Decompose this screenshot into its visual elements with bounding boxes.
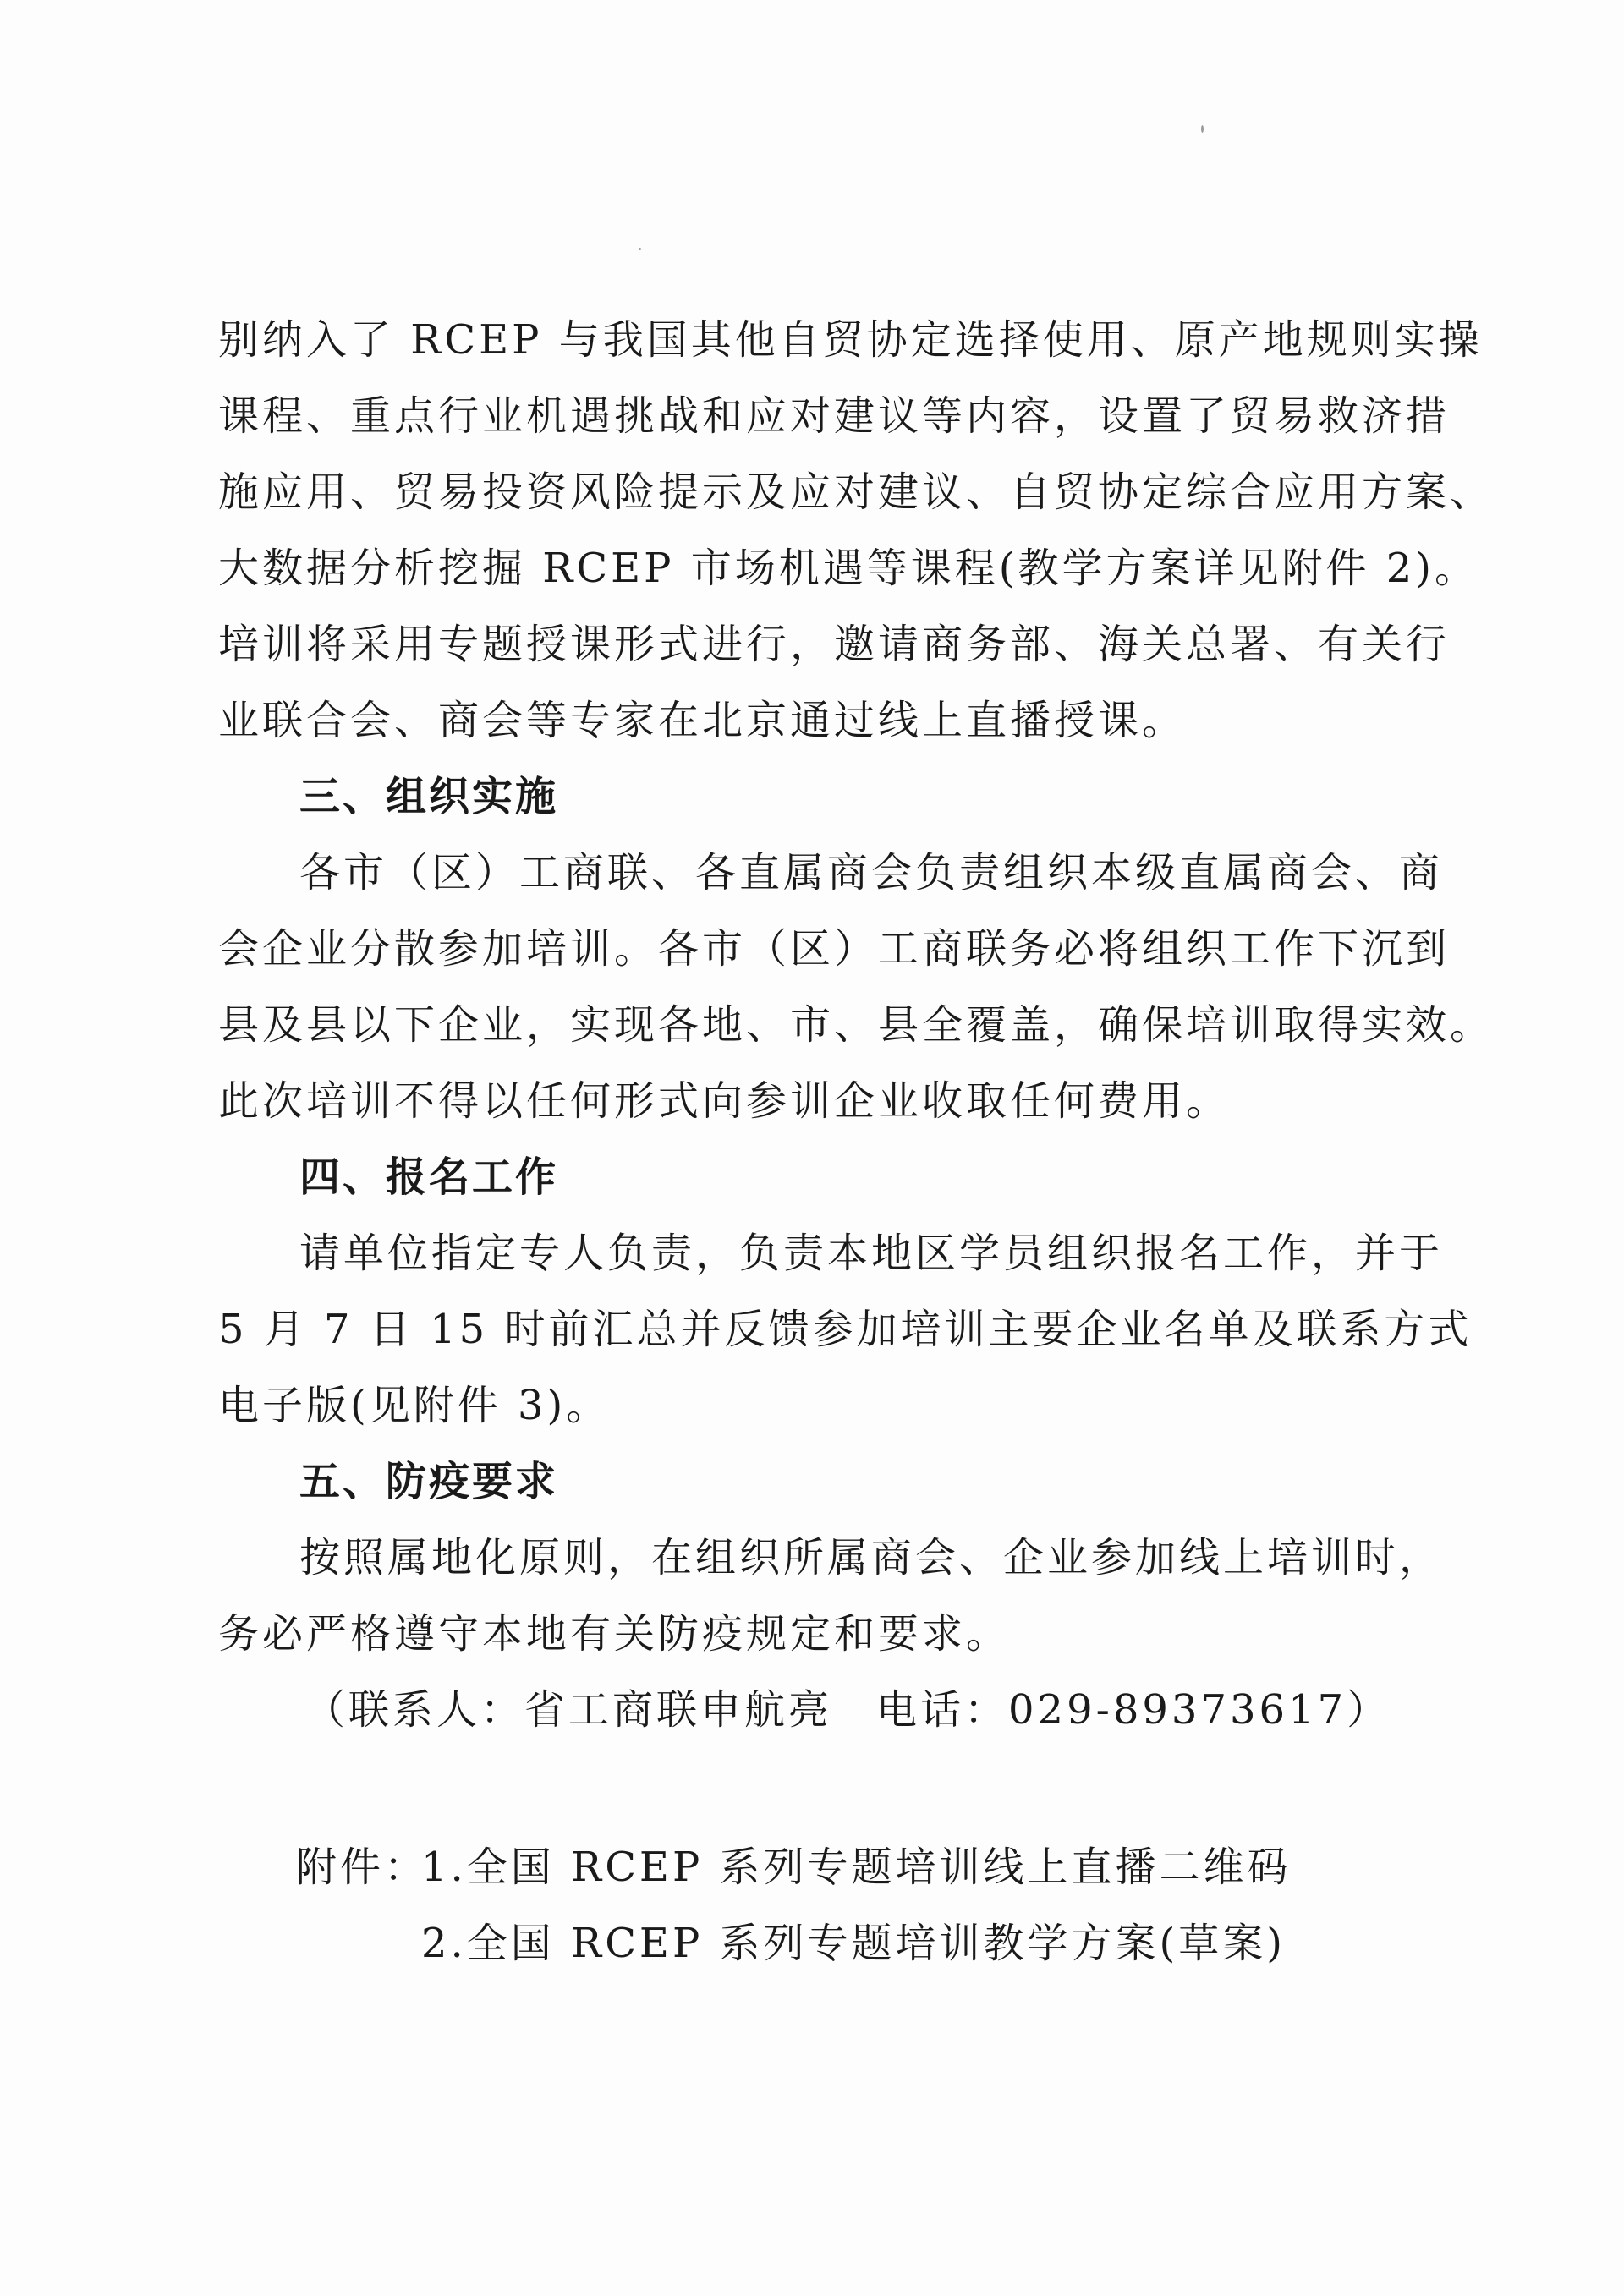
body-line: 此次培训不得以任何形式向参训企业收取任何费用。 — [218, 1077, 1231, 1125]
body-line: 业联合会、商会等专家在北京通过线上直播授课。 — [218, 697, 1187, 744]
section-heading: 三、组织实施 — [299, 773, 559, 820]
body-line: 大数据分析挖掘 RCEP 市场机遇等课程(教学方案详见附件 2)。 — [218, 545, 1479, 592]
body-line: 各市（区）工商联、各直属商会负责组织本级直属商会、商 — [299, 849, 1444, 896]
body-line: 请单位指定专人负责，负责本地区学员组织报名工作，并于 — [299, 1230, 1444, 1277]
body-line: 施应用、贸易投资风险提示及应对建议、自贸协定综合应用方案、 — [218, 469, 1495, 516]
attachment-item: 1.全国 RCEP 系列专题培训线上直播二维码 — [421, 1844, 1292, 1891]
body-line: 5 月 7 日 15 时前汇总并反馈参加培训主要企业名单及联系方式 — [218, 1306, 1473, 1353]
section-heading: 五、防疫要求 — [299, 1458, 559, 1505]
body-line: 课程、重点行业机遇挑战和应对建议等内容，设置了贸易救济措 — [218, 392, 1451, 440]
scan-speck — [1201, 125, 1204, 133]
attachments-label: 附件： — [296, 1844, 429, 1891]
scan-speck — [639, 248, 641, 250]
body-line: 按照属地化原则，在组织所属商会、企业参加线上培训时， — [299, 1534, 1444, 1581]
body-line: 电子版(见附件 3)。 — [218, 1382, 611, 1429]
section-heading: 四、报名工作 — [299, 1153, 559, 1201]
body-line: 务必严格遵守本地有关防疫规定和要求。 — [218, 1610, 1011, 1658]
body-line: 别纳入了 RCEP 与我国其他自贸协定选择使用、原产地规则实操 — [218, 316, 1483, 364]
body-line: 会企业分散参加培训。各市（区）工商联务必将组织工作下沉到 — [218, 925, 1451, 973]
body-line: 县及县以下企业，实现各地、市、县全覆盖，确保培训取得实效。 — [218, 1001, 1495, 1049]
body-line: 培训将采用专题授课形式进行，邀请商务部、海关总署、有关行 — [218, 621, 1451, 668]
contact-info: （联系人：省工商联申航亮 电话：029-89373617） — [304, 1686, 1391, 1734]
attachment-item: 2.全国 RCEP 系列专题培训教学方案(草案) — [421, 1920, 1286, 1967]
